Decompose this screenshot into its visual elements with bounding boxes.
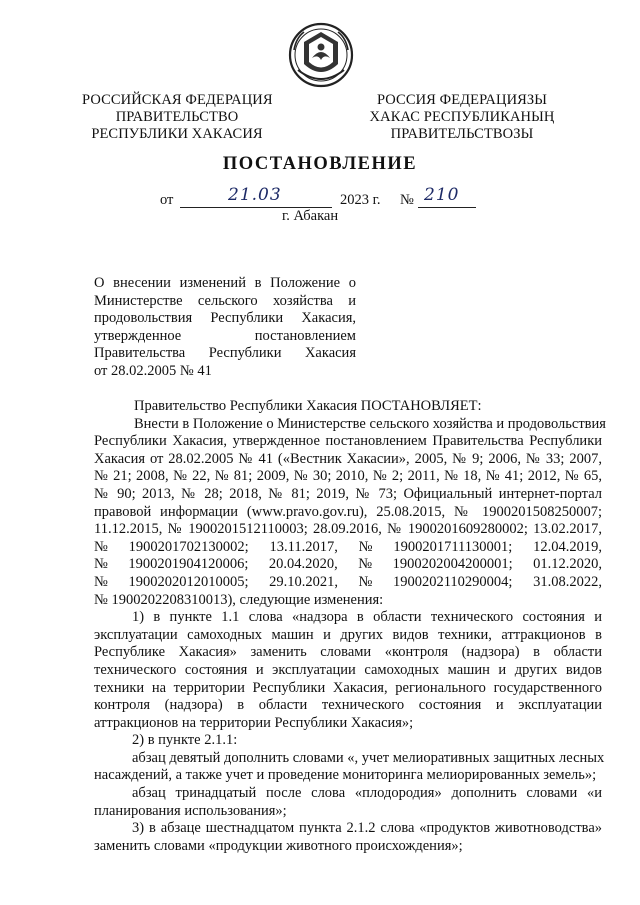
date-prefix: от bbox=[160, 192, 174, 208]
header-khakas bbox=[368, 92, 556, 143]
body-line: абзац тринадцатый после слова «плодородия» дополнить словами «и bbox=[132, 785, 602, 802]
subject-line: Правительства Республики Хакасия bbox=[94, 345, 356, 362]
citation-cell: 1900202004200001; bbox=[392, 556, 513, 573]
citation-cell: № bbox=[358, 538, 373, 555]
citation-cell: № bbox=[358, 573, 373, 590]
subject-line: Министерстве сельского хозяйства и bbox=[94, 292, 356, 309]
year-text: 2023 г. bbox=[340, 192, 381, 208]
body-line: правовой информации (www.pravo.gov.ru), 25.08.2015, № 1900201508250007; bbox=[94, 503, 602, 520]
citation-cell: 31.08.2022, bbox=[533, 573, 602, 590]
coat-of-arms-emblem bbox=[286, 20, 356, 90]
citation-cell: 12.04.2019, bbox=[533, 538, 602, 555]
body-line: аттракционов на территории Республики Хакасия»; bbox=[94, 714, 414, 731]
number-label: № bbox=[400, 192, 414, 208]
citation-row bbox=[94, 539, 602, 557]
citation-cell: 13.11.2017, bbox=[269, 538, 338, 555]
citation-row bbox=[94, 556, 602, 574]
citation-cell: № bbox=[94, 573, 108, 590]
body-line: Республике Хакасия» заменить словами «контроля (надзора) в области bbox=[94, 644, 602, 661]
header-russian bbox=[82, 92, 272, 143]
subject-block bbox=[94, 275, 356, 381]
body-line: техники на территории Республики Хакасия, регионального государственного bbox=[94, 679, 602, 696]
body-line: насаждений, а также учет и проведение мониторинга мелиорированных земель»; bbox=[94, 767, 597, 784]
body-line: эксплуатации самоходных машин и других видов техники, аттракционов в bbox=[94, 626, 602, 643]
body-line: № 21; 2008, № 22, № 81; 2009, № 30; 2010, № 2; 2011, № 18, № 41; 2012, № 65, bbox=[94, 468, 602, 485]
body-line: Хакасия от 28.02.2005 № 41 («Вестник Хакасии», 2005, № 9; 2006, № 33; 2007, bbox=[94, 450, 602, 467]
citation-cell: № bbox=[94, 538, 108, 555]
citation-cell: 1900201711130001; bbox=[393, 538, 513, 555]
body-line: контроля (надзора) в области технического состояния и эксплуатации bbox=[94, 697, 602, 714]
body-line: абзац девятый дополнить словами «, учет мелиоративных защитных лесных bbox=[132, 749, 605, 766]
body-line: 11.12.2015, № 1900201512110003; 28.09.2016, № 1900201609280002; 13.02.2017, bbox=[94, 521, 602, 538]
subject-line: О внесении изменений в Положение о bbox=[94, 275, 356, 291]
body-line: № 90; 2013, № 28; 2018, № 81; 2019, № 73; Официальный интернет-портал bbox=[94, 485, 602, 502]
citation-row bbox=[94, 574, 602, 592]
citation-cell: № bbox=[358, 556, 373, 573]
preamble: Правительство Республики Хакасия ПОСТАНОВЛЯЕТ: bbox=[134, 398, 482, 414]
document-body bbox=[94, 398, 606, 855]
subject-line: продовольствия Республики Хакасия, bbox=[94, 310, 356, 327]
body-line: планирования использования»; bbox=[94, 802, 287, 819]
body-line: заменить словами «продукции животного происхождения»; bbox=[94, 837, 463, 854]
amendment-item: 1) в пункте 1.1 слова «надзора в области технического состояния и bbox=[132, 609, 602, 626]
citation-cell: 1900202110290004; bbox=[392, 573, 513, 590]
citation-cell: 29.10.2021, bbox=[269, 573, 338, 590]
header-left-line: РОССИЙСКАЯ ФЕДЕРАЦИЯ bbox=[82, 92, 273, 108]
header-right-line: ПРАВИТЕЛЬСТВОЗЫ bbox=[390, 126, 534, 142]
header-left-line: ПРАВИТЕЛЬСТВО bbox=[115, 109, 239, 125]
document-type-title: ПОСТАНОВЛЕНИЕ bbox=[222, 154, 418, 174]
header-right-line: ХАКАС РЕСПУБЛИКАНЫҢ bbox=[369, 109, 555, 125]
header-left-line: РЕСПУБЛИКИ ХАКАСИЯ bbox=[91, 126, 263, 142]
body-line: технического состояния и эксплуатации самоходных машин и других видов bbox=[94, 661, 602, 678]
subject-line: утвержденное постановлением bbox=[94, 327, 356, 344]
citation-cell: 1900201702130002; bbox=[128, 538, 249, 555]
handwritten-date: 21.03 bbox=[228, 185, 282, 205]
city-label: г. Абакан bbox=[282, 208, 339, 224]
citation-cell: № bbox=[94, 556, 108, 573]
citation-cell: 1900202012010005; bbox=[128, 573, 249, 590]
header-right-line: РОССИЯ ФЕДЕРАЦИЯЗЫ bbox=[376, 92, 548, 108]
subject-line: от 28.02.2005 № 41 bbox=[94, 362, 212, 379]
body-line: № 1900202208310013), следующие изменения: bbox=[94, 591, 384, 608]
citation-cell: 01.12.2020, bbox=[533, 556, 602, 573]
amendment-item: 3) в абзаце шестнадцатом пункта 2.1.2 слова «продуктов животноводства» bbox=[132, 820, 602, 837]
citation-cell: 1900201904120006; bbox=[128, 556, 249, 573]
body-line: Внести в Положение о Министерстве сельского хозяйства и продовольствия bbox=[134, 415, 606, 432]
citation-cell: 20.04.2020, bbox=[268, 556, 338, 573]
amendment-item: 2) в пункте 2.1.1: bbox=[132, 732, 238, 749]
body-line: Республики Хакасия, утвержденное постановлением Правительства Республики bbox=[94, 433, 602, 450]
handwritten-number: 210 bbox=[424, 185, 460, 205]
